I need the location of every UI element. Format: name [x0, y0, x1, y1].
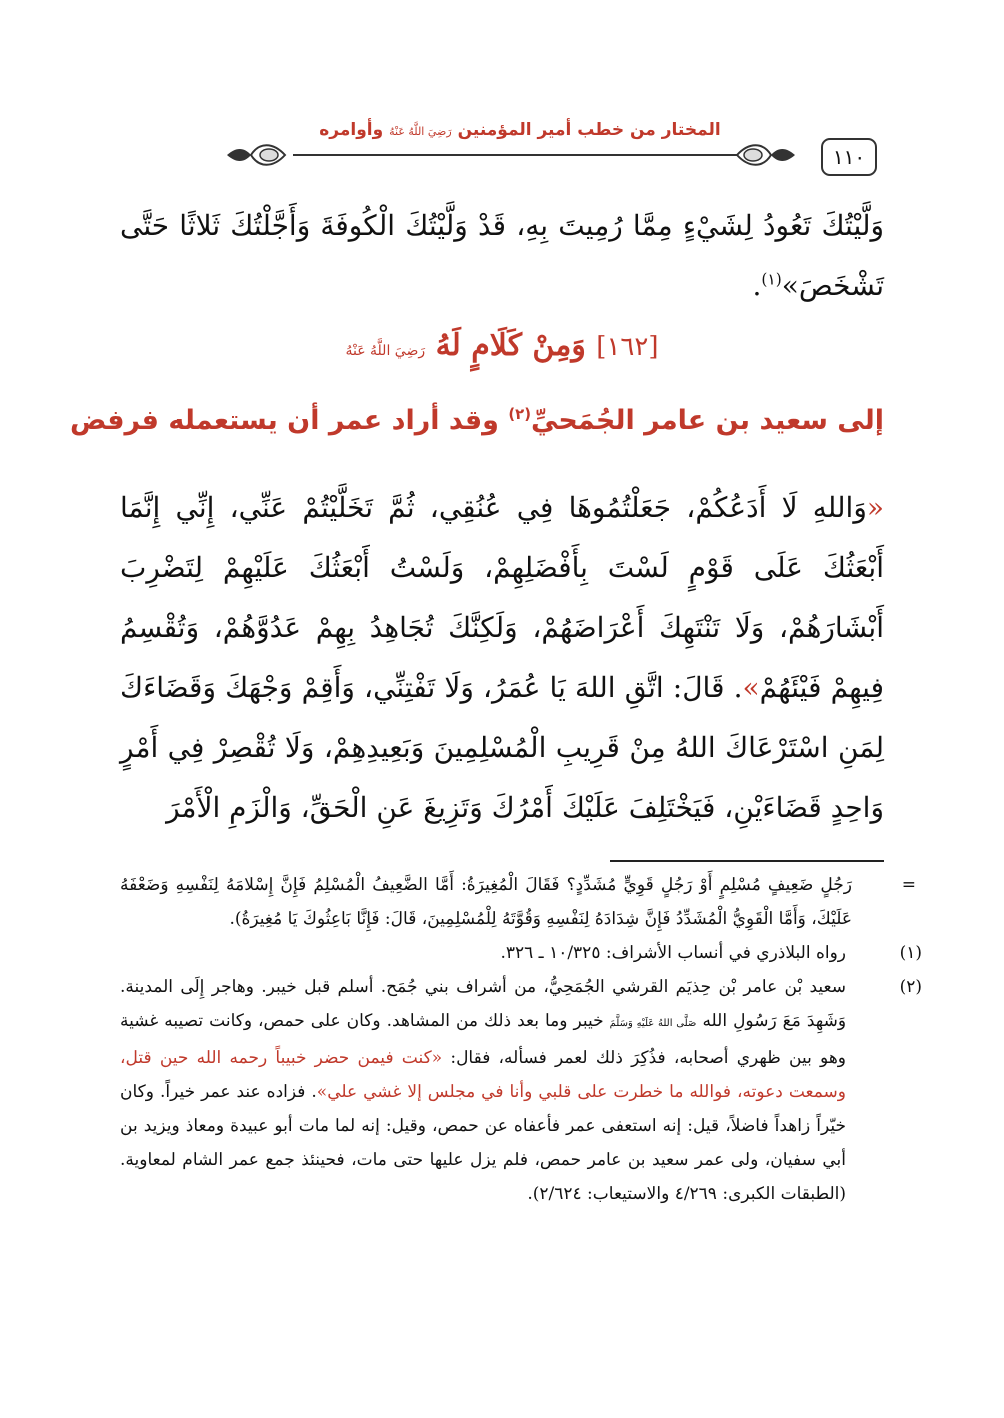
footnote-separator [610, 860, 884, 862]
header-rule [293, 154, 738, 156]
footnote-marker: = [901, 875, 916, 895]
running-title-suffix: وأوامره [319, 120, 384, 140]
section-heading [120, 328, 884, 363]
running-title-text: المختار من خطب أمير المؤمنين [457, 120, 721, 140]
page-header [135, 120, 875, 190]
footnote-text: سعيد بْن عامر بْن حِذيَم القرشي الجُمَحِيُّ، من أشراف بني جُمَح. أسلم قبل خيبر. وهاجر إِلَى المدينة. وَشَهِدَ مَعَ رَسُولِ الله [120, 977, 847, 1031]
quote-mark: « [866, 491, 884, 524]
footnote-2 [120, 970, 922, 1211]
quote-mark: » [742, 671, 760, 704]
section-subtitle [69, 405, 884, 436]
section-number: [١٦٢] [596, 332, 659, 362]
footnote-ref: (١) [761, 270, 782, 289]
footnote-ref: (٢) [508, 405, 532, 423]
footnote-text: خيبر وما بعد ذلك من المشاهد. وكان على حمص، وكانت تصيبه غشية وهو بين ظهري أصحابه، فذُكِرَ ذلك لعمر فسأله، فقال: [120, 1011, 846, 1068]
paragraph-continuation [120, 196, 884, 316]
honorific: صَلَّى اللهُ عَلَيْهِ وَسَلَّمَ [609, 1018, 697, 1029]
honorific: رَضِيَ اللَّهُ عَنْهُ [389, 125, 452, 138]
subtitle-text-end: وقد أراد عمر أن يستعمله فرفض [69, 405, 499, 436]
footnote-text: رَجُلٍ ضَعِيفٍ مُسْلِمٍ أَوْ رَجُلٍ قَوِيٍّ مُشَدِّدٍ؟ فَقَالَ الْمُغِيرَةُ: أَمَّا الضَّعِيفُ الْمُسْلِمُ فَإِنَّ إِسْلامَهُ لِنَفْسِهِ وَضَعْفَهُ عَلَيْكَ، وَأَمَّا الْقَوِيُّ الْمُشَدِّدُ فَإِنَّ شِدَادَهُ لِنَفْسِهِ وَقُوَّتَهُ لِلْمُسْلِمِينَ، قَالَ: فَإِنَّا بَاعِثُوكَ يَا مُغِيرَةُ). [120, 875, 852, 929]
ornament-left-icon [225, 138, 287, 172]
paragraph-end: . [752, 269, 762, 302]
footnote-quote: «كنت فيمن حضر خبيباً رحمه الله حين قتل، وسمعت دعوته، فوالله ما خطرت على قلبي وأنا في مجلس إلا غشي علي» [120, 1048, 847, 1102]
paragraph-text: وَاللهِ لَا أَدَعُكُمْ، جَعَلْتُمُوهَا فِي عُنُقِي، ثُمَّ تَخَلَّيْتُمْ عَنِّي، إِنِّي إِنَّمَا أَبْعَثُكَ عَلَى قَوْمٍ لَسْتَ بِأَفْضَلِهِمْ، وَلَسْتُ أَبْعَثُكَ عَلَيْهِمْ لِتَضْرِبَ أَبْشَارَهُمْ، وَلَا تَنْتَهِكَ أَعْرَاضَهُمْ، وَلَكِنَّكَ تُجَاهِدُ بِهِمْ عَدُوَّهُمْ، وَتُقْسِمُ فِيهِمْ فَيْئَهُمْ [120, 491, 884, 704]
footnote-text: . فزاده عند عمر خيراً. وكان خيّراً زاهداً فاضلاً، قيل: إنه استعفى عمر فأعفاه عن حمص، وقيل: إنه لما مات أبو عبيدة ومعاذ ويزيد بن أبي سفيان، ولى عمر سعيد بن عامر حمص، فلم يزل عليها حتى مات، فحينئذ جمع عمر الشام لمعاوية. (الطبقات الكبرى: ٤/٢٦٩ والاستيعاب: ٢/٦٢٤). [120, 1082, 846, 1204]
section-honorific: رَضِيَ اللَّهُ عَنْهُ [345, 343, 426, 359]
running-title [300, 120, 740, 140]
footnote-marker: (٢) [899, 977, 922, 997]
section-title: وَمِنْ كَلَامٍ لَهُ [435, 328, 586, 363]
paragraph-text: وَلَّيْتُكَ تَعُودُ لِشَيْءٍ مِمَّا رُمِيتَ بِهِ، قَدْ وَلَّيْتُكَ الْكُوفَةَ وَأَجَّلْتُكَ ثَلاثًا حَتَّى تَشْخَصَ» [120, 209, 884, 302]
footnote-text: رواه البلاذري في أنساب الأشراف: ١٠/٣٢٥ ـ ٣٢٦. [500, 943, 846, 963]
paragraph-speech [120, 478, 884, 838]
footnote-marker: (١) [899, 943, 922, 963]
footnotes [120, 868, 922, 1211]
ornament-right-icon [735, 138, 797, 172]
subtitle-text: إلى سعيد بن عامر الجُمَحيِّ [531, 405, 884, 436]
footnote-1 [120, 936, 922, 970]
page-number: ١١٠ [821, 138, 877, 176]
paragraph-text: . قَالَ: اتَّقِ اللهَ يَا عُمَرُ، وَلَا تَفْتِنِّي، وَأَقِمْ وَجْهَكَ وَقَضَاءَكَ لِمَنِ اسْتَرْعَاكَ اللهُ مِنْ قَرِيبِ الْمُسْلِمِينَ وَبَعِيدِهِمْ، وَلَا تُقْصِرْ فِي أَمْرٍ وَاحِدٍ قَضَاءَيْنِ، فَيَخْتَلِفَ عَلَيْكَ أَمْرُكَ وَتَزِيغَ عَنِ الْحَقِّ، وَالْزَمِ الْأَمْرَ [120, 671, 884, 824]
footnote-continuation [120, 868, 916, 936]
